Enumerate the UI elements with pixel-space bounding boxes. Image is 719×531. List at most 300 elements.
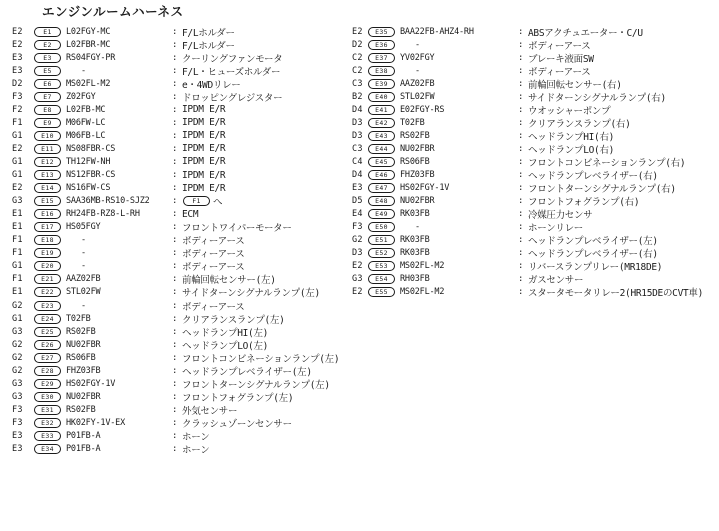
component-description: ブレーキ液面SW (528, 53, 594, 65)
component-description: ヘッドランプHI(右) (528, 131, 615, 143)
grid-reference: E3 (352, 183, 363, 194)
connector-id-badge: E31 (34, 405, 61, 415)
table-row (352, 142, 718, 155)
connector-id-badge: E48 (368, 196, 395, 206)
part-number: BAA22FB-AHZ4-RH (400, 26, 474, 37)
grid-reference: G3 (12, 196, 23, 207)
component-description: クリアランスランプ(左) (182, 314, 285, 326)
table-row (352, 103, 718, 116)
connector-id-badge: E43 (368, 131, 395, 141)
table-row (352, 195, 718, 208)
part-number: RS04FGY-PR (66, 52, 116, 63)
table-row (12, 260, 352, 273)
grid-reference: E2 (12, 183, 23, 194)
colon-separator: : (172, 261, 178, 272)
grid-reference: D3 (352, 130, 363, 141)
component-description: ABSアクチュエーター・C/U (528, 27, 643, 39)
connector-id-badge: E6 (34, 79, 61, 89)
component-description: F/Lホルダー (182, 27, 235, 39)
table-row (12, 443, 352, 456)
part-number: NU02FBR (66, 339, 101, 350)
grid-reference: D2 (352, 39, 363, 50)
colon-separator: : (518, 104, 524, 115)
part-number: M06FB-LC (66, 130, 106, 141)
part-number: MS02FL-M2 (66, 78, 111, 89)
part-number: AAZ02FB (66, 274, 101, 285)
part-number: MS02FL-M2 (400, 261, 445, 272)
part-number: RK03FB (400, 209, 430, 220)
colon-separator: : (172, 117, 178, 128)
connector-id-badge: E26 (34, 340, 61, 350)
colon-separator: : (518, 143, 524, 154)
colon-separator: : (172, 248, 178, 259)
component-description: ボディーアース (182, 262, 245, 274)
connector-id-badge: E53 (368, 261, 395, 271)
connector-id-badge: E1 (34, 27, 61, 37)
connector-id-badge: E41 (368, 105, 395, 115)
part-number: STL02FW (400, 91, 435, 102)
component-description: スタータモータリレー2(HR15DEのCVT車) (528, 288, 704, 300)
table-row (352, 77, 718, 90)
grid-reference: F3 (352, 222, 363, 233)
part-number: NU02FBR (400, 196, 435, 207)
table-row (12, 351, 352, 364)
table-row (352, 221, 718, 234)
component-description: IPDM E/R (182, 117, 226, 129)
grid-reference: G1 (12, 156, 23, 167)
part-number: - (415, 39, 420, 50)
grid-reference: E2 (352, 287, 363, 298)
grid-reference: F1 (12, 117, 23, 128)
colon-separator: : (518, 78, 524, 89)
grid-reference: E3 (12, 65, 23, 76)
component-description: リバースランプリレー(MR18DE) (528, 262, 663, 274)
component-description: クリアランスランプ(右) (528, 118, 631, 130)
part-number: NS16FW-CS (66, 183, 111, 194)
connector-id-badge: E37 (368, 53, 395, 63)
component-description: IPDM E/R (182, 104, 226, 116)
part-number: L02FGY-MC (66, 26, 111, 37)
component-description: ホーンリレー (528, 223, 584, 235)
grid-reference: F1 (12, 235, 23, 246)
connector-id-badge: E10 (34, 131, 61, 141)
table-row (352, 129, 718, 142)
component-description: クラッシュゾーンセンサー (182, 418, 292, 430)
component-description: 外気センサー (182, 405, 238, 417)
component-description: 前輪回転センサー(左) (182, 275, 276, 287)
table-row (12, 182, 352, 195)
part-number: - (81, 300, 86, 311)
table-row (352, 182, 718, 195)
colon-separator: : (172, 404, 178, 415)
grid-reference: E2 (352, 261, 363, 272)
connector-id-badge: E29 (34, 379, 61, 389)
component-description: ボディーアース (182, 236, 245, 248)
connector-id-badge: E16 (34, 209, 61, 219)
component-description: ガスセンサー (528, 275, 584, 287)
table-row (12, 155, 352, 168)
grid-reference: C4 (352, 156, 363, 167)
connector-id-badge: E54 (368, 274, 395, 284)
table-row (12, 129, 352, 142)
colon-separator: : (172, 365, 178, 376)
component-description: フロントフォグランプ(右) (528, 197, 640, 209)
connector-id-badge: E25 (34, 327, 61, 337)
table-row (12, 416, 352, 429)
table-row (352, 208, 718, 221)
component-description: F1 へ (182, 194, 222, 208)
component-description: クーリングファンモータ (182, 53, 283, 65)
grid-reference: C3 (352, 143, 363, 154)
part-number: STL02FW (66, 287, 101, 298)
grid-reference: E3 (12, 430, 23, 441)
part-number: - (81, 261, 86, 272)
colon-separator: : (518, 65, 524, 76)
component-description: ECM (182, 208, 199, 220)
table-row (12, 38, 352, 51)
part-number: RH24FB-RZ8-L-RH (66, 209, 140, 220)
part-number: AAZ02FB (400, 78, 435, 89)
part-number: RH03FB (400, 274, 430, 285)
connector-id-badge: E42 (368, 118, 395, 128)
table-row (12, 403, 352, 416)
connector-id-badge: E23 (34, 301, 61, 311)
colon-separator: : (172, 78, 178, 89)
grid-reference: E4 (352, 209, 363, 220)
table-row (352, 169, 718, 182)
colon-separator: : (172, 183, 178, 194)
grid-reference: E2 (352, 26, 363, 37)
colon-separator: : (172, 444, 178, 455)
component-description: ドロッピングレジスター (182, 92, 283, 104)
grid-reference: G2 (12, 352, 23, 363)
grid-reference: D3 (352, 117, 363, 128)
connector-id-badge: E15 (34, 196, 61, 206)
connector-id-badge: E33 (34, 431, 61, 441)
connector-id-badge: E35 (368, 27, 395, 37)
grid-reference: D5 (352, 196, 363, 207)
colon-separator: : (172, 352, 178, 363)
colon-separator: : (518, 52, 524, 63)
part-number: P01FB-A (66, 430, 101, 441)
colon-separator: : (518, 209, 524, 220)
component-description: ヘッドランプレベライザー(右) (528, 249, 658, 261)
colon-separator: : (518, 274, 524, 285)
table-row (352, 273, 718, 286)
table-row (12, 103, 352, 116)
table-row (352, 25, 718, 38)
part-number: RK03FB (400, 235, 430, 246)
component-description: サイドターンシグナルランプ(右) (528, 92, 666, 104)
grid-reference: E3 (12, 444, 23, 455)
connector-id-badge: E12 (34, 157, 61, 167)
grid-reference: C3 (352, 78, 363, 89)
colon-separator: : (518, 26, 524, 37)
part-number: E02FGY-RS (400, 104, 445, 115)
grid-reference: C2 (352, 65, 363, 76)
table-row (12, 116, 352, 129)
grid-reference: D4 (352, 104, 363, 115)
table-row (12, 25, 352, 38)
part-number: RK03FB (400, 248, 430, 259)
colon-separator: : (172, 130, 178, 141)
part-number: RS02FB (66, 326, 96, 337)
grid-reference: E2 (12, 39, 23, 50)
colon-separator: : (172, 104, 178, 115)
connector-id-badge: E3 (34, 53, 61, 63)
table-row (12, 338, 352, 351)
component-description: サイドターンシグナルランプ(左) (182, 288, 320, 300)
component-description: ボディーアース (182, 301, 245, 313)
connector-id-badge: E2 (34, 40, 61, 50)
colon-separator: : (518, 235, 524, 246)
grid-reference: D2 (12, 78, 23, 89)
grid-reference: E1 (12, 209, 23, 220)
table-row (352, 234, 718, 247)
grid-reference: G3 (352, 274, 363, 285)
colon-separator: : (518, 196, 524, 207)
colon-separator: : (172, 235, 178, 246)
part-number: NU02FBR (400, 143, 435, 154)
part-number: L02FB-MC (66, 104, 106, 115)
connector-id-badge: E46 (368, 170, 395, 180)
table-row (352, 155, 718, 168)
part-number: Z02FGY (66, 91, 96, 102)
connector-id-badge: E49 (368, 209, 395, 219)
part-number: YV02FGY (400, 52, 435, 63)
colon-separator: : (172, 430, 178, 441)
grid-reference: G2 (12, 300, 23, 311)
part-number: FHZ03FB (66, 365, 101, 376)
part-number: - (415, 222, 420, 233)
component-description: ホーン (182, 445, 210, 457)
colon-separator: : (172, 222, 178, 233)
connector-id-badge: E55 (368, 287, 395, 297)
component-description: ヘッドランプLO(左) (182, 340, 269, 352)
colon-separator: : (172, 274, 178, 285)
connector-id-badge: E7 (34, 92, 61, 102)
component-description: フロントターンシグナルランプ(左) (182, 379, 330, 391)
table-row (12, 169, 352, 182)
grid-reference: D3 (352, 248, 363, 259)
colon-separator: : (172, 156, 178, 167)
part-number: M06FW-LC (66, 117, 106, 128)
connector-id-badge: E13 (34, 170, 61, 180)
part-number: - (81, 235, 86, 246)
colon-separator: : (172, 326, 178, 337)
component-description: IPDM E/R (182, 156, 226, 168)
colon-separator: : (518, 261, 524, 272)
grid-reference: F2 (12, 104, 23, 115)
part-number: T02FB (66, 313, 91, 324)
grid-reference: F1 (12, 274, 23, 285)
grid-reference: G1 (12, 261, 23, 272)
grid-reference: E2 (12, 26, 23, 37)
table-row (352, 38, 718, 51)
connector-id-badge: E24 (34, 314, 61, 324)
connector-id-badge: E47 (368, 183, 395, 193)
table-row (12, 377, 352, 390)
component-description: IPDM E/R (182, 169, 226, 181)
grid-reference: G1 (12, 130, 23, 141)
grid-reference: G2 (352, 235, 363, 246)
connector-id-badge: E21 (34, 274, 61, 284)
colon-separator: : (172, 339, 178, 350)
colon-separator: : (172, 313, 178, 324)
component-description: F/L・ヒューズホルダー (182, 66, 281, 78)
table-row (352, 90, 718, 103)
table-row (12, 208, 352, 221)
connector-id-badge: F1 (183, 196, 210, 206)
table-row (352, 286, 718, 299)
component-description: フロントコンビネーションランプ(左) (182, 353, 340, 365)
part-number: - (81, 248, 86, 259)
connector-id-badge: E44 (368, 144, 395, 154)
colon-separator: : (172, 196, 178, 207)
grid-reference: G3 (12, 378, 23, 389)
connector-id-badge: E19 (34, 248, 61, 258)
colon-separator: : (518, 222, 524, 233)
grid-reference: E1 (12, 222, 23, 233)
table-row (352, 260, 718, 273)
connector-id-badge: E39 (368, 79, 395, 89)
connector-id-badge: E20 (34, 261, 61, 271)
table-row (12, 90, 352, 103)
colon-separator: : (172, 170, 178, 181)
colon-separator: : (172, 52, 178, 63)
table-row (12, 142, 352, 155)
colon-separator: : (172, 65, 178, 76)
part-number: SAA36MB-RS10-SJZ2 (66, 196, 150, 207)
component-description: e・4WDリレー (182, 79, 241, 91)
component-description: IPDM E/R (182, 182, 226, 194)
part-number: RS06FB (66, 352, 96, 363)
table-row (12, 247, 352, 260)
connector-id-badge: E27 (34, 353, 61, 363)
grid-reference: F3 (12, 417, 23, 428)
harness-column-left (12, 25, 352, 456)
part-number: TH12FW-NH (66, 156, 111, 167)
component-description: ボディーアース (182, 249, 245, 261)
colon-separator: : (518, 39, 524, 50)
colon-separator: : (172, 209, 178, 220)
connector-id-badge: E9 (34, 118, 61, 128)
part-number: RS02FB (66, 404, 96, 415)
grid-reference: E1 (12, 287, 23, 298)
colon-separator: : (172, 391, 178, 402)
component-description: フロントコンビネーションランプ(右) (528, 158, 686, 169)
connector-id-badge: E51 (368, 235, 395, 245)
component-description: フロントターンシグナルランプ(右) (528, 184, 676, 196)
grid-reference: G1 (12, 313, 23, 324)
component-description: フロントワイパーモーター (182, 223, 292, 235)
connector-id-badge: E38 (368, 66, 395, 76)
part-number: FHZ03FB (400, 170, 435, 181)
component-description: F/Lホルダー (182, 40, 235, 52)
colon-separator: : (172, 39, 178, 50)
table-row (12, 195, 352, 208)
harness-column-right (352, 25, 718, 299)
grid-reference: E2 (12, 143, 23, 154)
colon-separator: : (172, 91, 178, 102)
component-description: IPDM E/R (182, 143, 226, 155)
colon-separator: : (172, 143, 178, 154)
table-row (12, 64, 352, 77)
part-number: HK02FY-1V-EX (66, 417, 126, 428)
colon-separator: : (518, 117, 524, 128)
part-number: T02FB (400, 117, 425, 128)
component-description: ホーン (182, 431, 210, 443)
grid-reference: D4 (352, 170, 363, 181)
table-row (12, 273, 352, 286)
colon-separator: : (172, 300, 178, 311)
part-number: NS08FBR-CS (66, 143, 116, 154)
grid-reference: F3 (12, 91, 23, 102)
connector-id-badge: E28 (34, 366, 61, 376)
grid-reference: G2 (12, 339, 23, 350)
part-number: RS06FB (400, 156, 430, 167)
component-description: IPDM E/R (182, 130, 226, 142)
colon-separator: : (518, 130, 524, 141)
colon-separator: : (518, 156, 524, 167)
connector-id-badge: E34 (34, 444, 61, 454)
component-description: ヘッドランプHI(左) (182, 327, 269, 339)
connector-id-badge: E50 (368, 222, 395, 232)
grid-reference: C2 (352, 52, 363, 63)
connector-id-badge: E14 (34, 183, 61, 193)
colon-separator: : (518, 170, 524, 181)
colon-separator: : (518, 183, 524, 194)
component-description: ボディーアース (528, 66, 591, 78)
part-number: NS12FBR-CS (66, 170, 116, 181)
component-description: ボディーアース (528, 40, 591, 52)
part-number: NU02FBR (66, 391, 101, 402)
part-number: L02FBR-MC (66, 39, 111, 50)
table-row (352, 51, 718, 64)
grid-reference: G1 (12, 170, 23, 181)
component-description: ヘッドランプレベライザー(右) (528, 171, 658, 183)
table-row (12, 312, 352, 325)
part-number: P01FB-A (66, 444, 101, 455)
part-number: - (81, 65, 86, 76)
connector-id-badge: E5 (34, 66, 61, 76)
connector-id-badge: E52 (368, 248, 395, 258)
colon-separator: : (518, 91, 524, 102)
component-description: ヘッドランプレベライザー(左) (528, 236, 658, 248)
colon-separator: : (172, 26, 178, 37)
connector-id-badge: E40 (368, 92, 395, 102)
grid-reference: G2 (12, 365, 23, 376)
component-description: ウオッシャーポンプ (528, 105, 611, 117)
page-title: エンジンルームハーネス (42, 4, 184, 19)
table-row (352, 64, 718, 77)
part-number: MS02FL-M2 (400, 287, 445, 298)
table-row (12, 299, 352, 312)
table-row (12, 51, 352, 64)
connector-id-badge: E45 (368, 157, 395, 167)
table-row (12, 221, 352, 234)
component-description: フロントフォグランプ(左) (182, 392, 294, 404)
connector-id-badge: E17 (34, 222, 61, 232)
connector-id-badge: E8 (34, 105, 61, 115)
grid-reference: B2 (352, 91, 363, 102)
colon-separator: : (172, 287, 178, 298)
table-row (12, 364, 352, 377)
part-number: - (415, 65, 420, 76)
connector-id-badge: E11 (34, 144, 61, 154)
grid-reference: G3 (12, 326, 23, 337)
component-description: 前輪回転センサー(右) (528, 79, 622, 91)
